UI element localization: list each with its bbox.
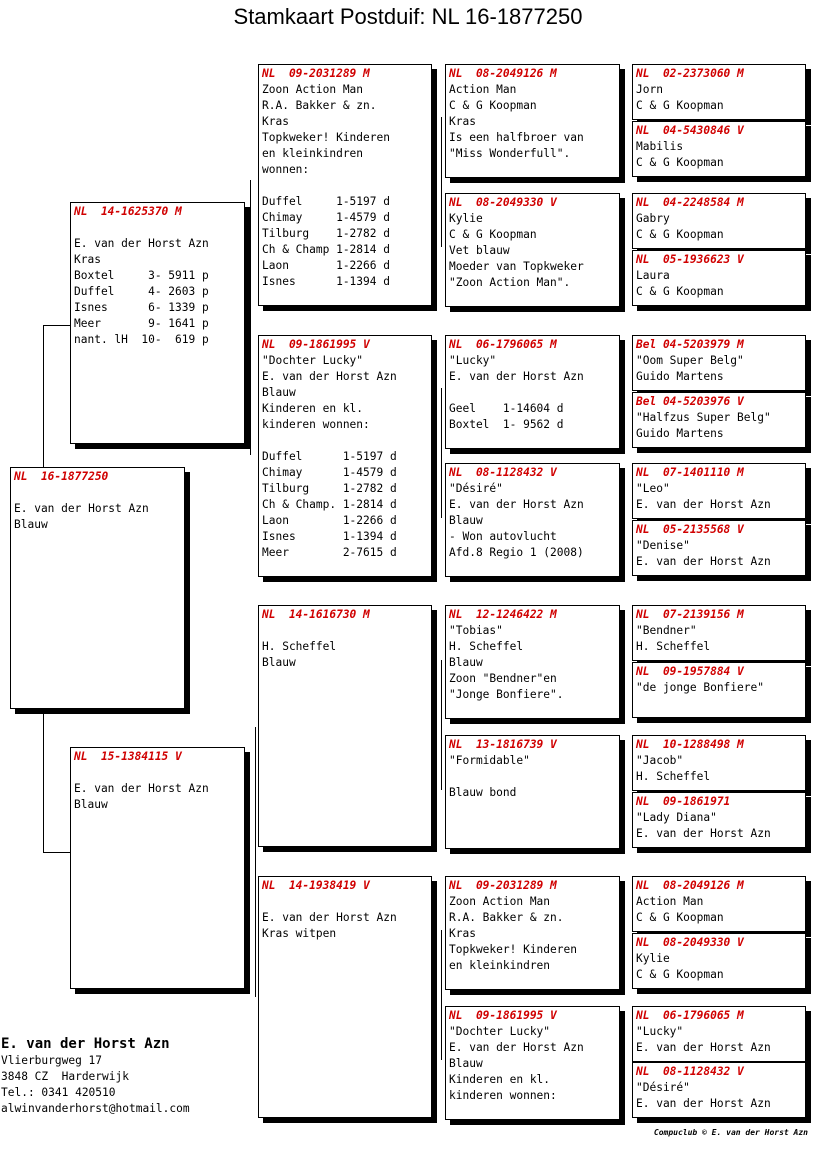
info-line: Blauw bbox=[449, 656, 483, 669]
ring-number: NL 08-2049126 M bbox=[449, 67, 557, 80]
pedigree-card bbox=[632, 335, 806, 391]
owner-block bbox=[1, 1035, 190, 1117]
pedigree-card bbox=[70, 202, 245, 444]
info-line: E. van der Horst Azn bbox=[74, 237, 209, 250]
info-line: H. Scheffel bbox=[449, 640, 524, 653]
info-line: Laon 1-2266 d bbox=[262, 514, 397, 527]
info-line: Duffel 1-5197 d bbox=[262, 450, 397, 463]
info-line: E. van der Horst Azn bbox=[636, 827, 771, 840]
connector-line bbox=[441, 388, 442, 518]
pedigree-card bbox=[70, 747, 245, 989]
ring-number: NL 08-1128432 V bbox=[636, 1065, 744, 1078]
ring-number: NL 09-1957884 V bbox=[636, 665, 744, 678]
info-line: Mabilis bbox=[636, 140, 684, 153]
info-line: Laon 1-2266 d bbox=[262, 259, 390, 272]
ring-number: NL 16-1877250 bbox=[14, 470, 109, 483]
info-line: Blauw bbox=[449, 514, 483, 527]
info-line: R.A. Bakker & zn. bbox=[262, 99, 377, 112]
owner-address: Vlierburgweg 17 bbox=[1, 1054, 103, 1067]
ring-number: NL 05-2135568 V bbox=[636, 523, 744, 536]
info-line: Kras witpen bbox=[262, 927, 337, 940]
connector-line bbox=[250, 325, 251, 455]
info-line: Ch & Champ 1-2814 d bbox=[262, 243, 390, 256]
info-line: "Lucky" bbox=[449, 354, 497, 367]
info-line bbox=[262, 894, 428, 910]
info-line: Duffel 4- 2603 p bbox=[74, 285, 209, 298]
info-line: E. van der Horst Azn bbox=[74, 782, 209, 795]
pedigree-card bbox=[632, 392, 806, 448]
info-line: Meer 9- 1641 p bbox=[74, 317, 209, 330]
info-line: Afd.8 Regio 1 (2008) bbox=[449, 546, 584, 559]
pedigree-card bbox=[10, 467, 185, 709]
info-line: "Jacob" bbox=[636, 754, 684, 767]
info-line: en kleinkindren bbox=[449, 959, 551, 972]
info-line: en kleinkindren bbox=[262, 147, 364, 160]
ring-number: NL 08-2049126 M bbox=[636, 879, 744, 892]
info-line: C & G Koopman bbox=[636, 228, 724, 241]
info-line bbox=[74, 220, 241, 236]
info-line: Geel 1-14604 d bbox=[449, 402, 564, 415]
info-line: C & G Koopman bbox=[449, 228, 537, 241]
owner-phone: Tel.: 0341 420510 bbox=[1, 1086, 116, 1099]
info-line: "Zoon Action Man". bbox=[449, 276, 571, 289]
pedigree-card bbox=[632, 605, 806, 661]
pedigree-card bbox=[632, 1062, 806, 1118]
info-line: Chimay 1-4579 d bbox=[262, 211, 390, 224]
ring-number: NL 09-2031289 M bbox=[262, 67, 370, 80]
info-line: H. Scheffel bbox=[262, 640, 337, 653]
info-line: Blauw bbox=[449, 1057, 483, 1070]
info-line: "Désiré" bbox=[449, 482, 503, 495]
info-line: Blauw bbox=[262, 656, 296, 669]
pedigree-card bbox=[445, 64, 620, 178]
info-line: Kras bbox=[262, 115, 289, 128]
ring-number: NL 04-2248584 M bbox=[636, 196, 744, 209]
info-line: C & G Koopman bbox=[636, 285, 724, 298]
info-line: Zoon Action Man bbox=[449, 895, 551, 908]
ring-number: NL 14-1938419 V bbox=[262, 879, 370, 892]
pedigree-card bbox=[632, 792, 806, 848]
connector-line bbox=[441, 930, 442, 1060]
info-line: Chimay 1-4579 d bbox=[262, 466, 397, 479]
info-line: Guido Martens bbox=[636, 370, 724, 383]
info-line: Action Man bbox=[636, 895, 704, 908]
info-line: Vet blauw bbox=[449, 244, 510, 257]
info-line: Is een halfbroer van bbox=[449, 131, 584, 144]
info-line bbox=[449, 385, 616, 401]
info-line: C & G Koopman bbox=[636, 156, 724, 169]
pedigree-card bbox=[445, 463, 620, 577]
info-line: "Miss Wonderfull". bbox=[449, 147, 571, 160]
info-line bbox=[74, 765, 241, 781]
pedigree-card bbox=[632, 64, 806, 120]
info-line bbox=[262, 433, 428, 449]
pedigree-card bbox=[445, 1006, 620, 1120]
info-line: H. Scheffel bbox=[636, 640, 711, 653]
ring-number: Bel 04-5203979 M bbox=[636, 338, 744, 351]
ring-number: NL 08-2049330 V bbox=[636, 936, 744, 949]
pedigree-card bbox=[445, 335, 620, 449]
pedigree-card bbox=[632, 1006, 806, 1062]
ring-number: NL 07-2139156 M bbox=[636, 608, 744, 621]
info-line: Boxtel 3- 5911 p bbox=[74, 269, 209, 282]
ring-number: NL 09-2031289 M bbox=[449, 879, 557, 892]
info-line bbox=[449, 769, 616, 785]
info-line: Isnes 1-1394 d bbox=[262, 530, 397, 543]
info-line: "Lucky" bbox=[636, 1025, 684, 1038]
ring-number: NL 06-1796065 M bbox=[449, 338, 557, 351]
info-line: "Dochter Lucky" bbox=[449, 1025, 551, 1038]
info-line: E. van der Horst Azn bbox=[449, 498, 584, 511]
info-line: Kinderen en kl. bbox=[449, 1073, 551, 1086]
info-line: Laura bbox=[636, 269, 670, 282]
info-line: Zoon Action Man bbox=[262, 83, 364, 96]
pedigree-card bbox=[632, 250, 806, 306]
connector-line bbox=[441, 117, 442, 247]
ring-number: NL 08-1128432 V bbox=[449, 466, 557, 479]
info-line: Topkweker! Kinderen bbox=[262, 131, 390, 144]
info-line: "Jonge Bonfiere". bbox=[449, 688, 564, 701]
info-line: wonnen: bbox=[262, 163, 310, 176]
ring-number: NL 06-1796065 M bbox=[636, 1009, 744, 1022]
ring-number: NL 04-5430846 V bbox=[636, 124, 744, 137]
connector-line bbox=[250, 180, 251, 325]
info-line: Isnes 1-1394 d bbox=[262, 275, 390, 288]
connector-line bbox=[43, 325, 71, 326]
info-line: H. Scheffel bbox=[636, 770, 711, 783]
connector-line bbox=[255, 727, 256, 867]
pedigree-card bbox=[632, 520, 806, 576]
ring-number: NL 12-1246422 M bbox=[449, 608, 557, 621]
info-line: Moeder van Topkweker bbox=[449, 260, 584, 273]
info-line: E. van der Horst Azn bbox=[449, 370, 584, 383]
info-line: "Leo" bbox=[636, 482, 670, 495]
info-line: "Bendner" bbox=[636, 624, 697, 637]
info-line: "Denise" bbox=[636, 539, 690, 552]
pedigree-card bbox=[632, 933, 806, 989]
pedigree-card bbox=[632, 735, 806, 791]
info-line: Blauw bbox=[262, 386, 296, 399]
info-line: "Lady Diana" bbox=[636, 811, 717, 824]
ring-number: NL 09-1861995 V bbox=[262, 338, 370, 351]
info-line: Jorn bbox=[636, 83, 663, 96]
info-line: Blauw bond bbox=[449, 786, 517, 799]
connector-line bbox=[43, 852, 71, 853]
info-line: "Formidable" bbox=[449, 754, 530, 767]
info-line: Duffel 1-5197 d bbox=[262, 195, 390, 208]
info-line: Blauw bbox=[74, 798, 108, 811]
info-line: Guido Martens bbox=[636, 427, 724, 440]
info-line: Tilburg 1-2782 d bbox=[262, 482, 397, 495]
info-line: E. van der Horst Azn bbox=[14, 502, 149, 515]
info-line bbox=[262, 623, 428, 639]
ring-number: NL 05-1936623 V bbox=[636, 253, 744, 266]
info-line: Kinderen en kl. bbox=[262, 402, 364, 415]
info-line: "Dochter Lucky" bbox=[262, 354, 364, 367]
info-line: kinderen wonnen: bbox=[449, 1089, 557, 1102]
info-line: Boxtel 1- 9562 d bbox=[449, 418, 564, 431]
pedigree-card bbox=[445, 735, 620, 849]
info-line: "Désiré" bbox=[636, 1081, 690, 1094]
ring-number: NL 08-2049330 V bbox=[449, 196, 557, 209]
info-line: Kras bbox=[74, 253, 101, 266]
info-line: Kylie bbox=[636, 952, 670, 965]
ring-number: NL 13-1816739 V bbox=[449, 738, 557, 751]
credit-footer: Compuclub © E. van der Horst Azn bbox=[653, 1128, 808, 1137]
pedigree-card bbox=[632, 463, 806, 519]
ring-number: NL 14-1625370 M bbox=[74, 205, 182, 218]
owner-city: 3848 CZ Harderwijk bbox=[1, 1070, 129, 1083]
pedigree-card bbox=[258, 876, 432, 1118]
info-line: C & G Koopman bbox=[636, 911, 724, 924]
ring-number: NL 15-1384115 V bbox=[74, 750, 182, 763]
info-line: C & G Koopman bbox=[636, 99, 724, 112]
info-line bbox=[262, 178, 428, 194]
info-line: E. van der Horst Azn bbox=[636, 1097, 771, 1110]
pedigree-card bbox=[445, 193, 620, 307]
info-line: nant. lH 10- 619 p bbox=[74, 333, 209, 346]
info-line: E. van der Horst Azn bbox=[262, 370, 397, 383]
info-line: "Oom Super Belg" bbox=[636, 354, 744, 367]
pedigree-card bbox=[258, 64, 432, 306]
connector-line bbox=[255, 867, 256, 997]
connector-line bbox=[441, 660, 442, 790]
info-line: Action Man bbox=[449, 83, 517, 96]
info-line: C & G Koopman bbox=[449, 99, 537, 112]
info-line: E. van der Horst Azn bbox=[636, 1041, 771, 1054]
pedigree-card bbox=[632, 876, 806, 932]
info-line: kinderen wonnen: bbox=[262, 418, 370, 431]
pedigree-card bbox=[445, 605, 620, 719]
info-line: Zoon "Bendner"en bbox=[449, 672, 557, 685]
info-line: E. van der Horst Azn bbox=[636, 498, 771, 511]
page-title: Stamkaart Postduif: NL 16-1877250 bbox=[233, 4, 583, 29]
ring-number: NL 09-1861971 bbox=[636, 795, 731, 808]
info-line: - Won autovlucht bbox=[449, 530, 557, 543]
info-line: Blauw bbox=[14, 518, 48, 531]
info-line: "Halfzus Super Belg" bbox=[636, 411, 771, 424]
info-line: Kras bbox=[449, 115, 476, 128]
ring-number: Bel 04-5203976 V bbox=[636, 395, 744, 408]
pedigree-card bbox=[632, 193, 806, 249]
info-line: Meer 2-7615 d bbox=[262, 546, 397, 559]
ring-number: NL 07-1401110 M bbox=[636, 466, 744, 479]
pedigree-card bbox=[632, 121, 806, 177]
info-line: C & G Koopman bbox=[636, 968, 724, 981]
pedigree-card bbox=[445, 876, 620, 990]
info-line: E. van der Horst Azn bbox=[262, 911, 397, 924]
info-line: E. van der Horst Azn bbox=[636, 555, 771, 568]
info-line: "Tobias" bbox=[449, 624, 503, 637]
pedigree-card bbox=[258, 605, 432, 847]
info-line: R.A. Bakker & zn. bbox=[449, 911, 564, 924]
info-line: "de jonge Bonfiere" bbox=[636, 681, 764, 694]
pedigree-card bbox=[632, 662, 806, 718]
ring-number: NL 14-1616730 M bbox=[262, 608, 370, 621]
info-line: Isnes 6- 1339 p bbox=[74, 301, 209, 314]
owner-name: E. van der Horst Azn bbox=[1, 1036, 170, 1052]
info-line bbox=[14, 485, 181, 501]
info-line: Tilburg 1-2782 d bbox=[262, 227, 390, 240]
info-line: Gabry bbox=[636, 212, 670, 225]
info-line: Topkweker! Kinderen bbox=[449, 943, 577, 956]
pedigree-card bbox=[258, 335, 432, 577]
owner-email[interactable]: alwinvanderhorst@hotmail.com bbox=[1, 1102, 190, 1115]
ring-number: NL 02-2373060 M bbox=[636, 67, 744, 80]
info-line: Ch & Champ. 1-2814 d bbox=[262, 498, 397, 511]
info-line: Kras bbox=[449, 927, 476, 940]
info-line: E. van der Horst Azn bbox=[449, 1041, 584, 1054]
ring-number: NL 10-1288498 M bbox=[636, 738, 744, 751]
info-line: Kylie bbox=[449, 212, 483, 225]
ring-number: NL 09-1861995 V bbox=[449, 1009, 557, 1022]
